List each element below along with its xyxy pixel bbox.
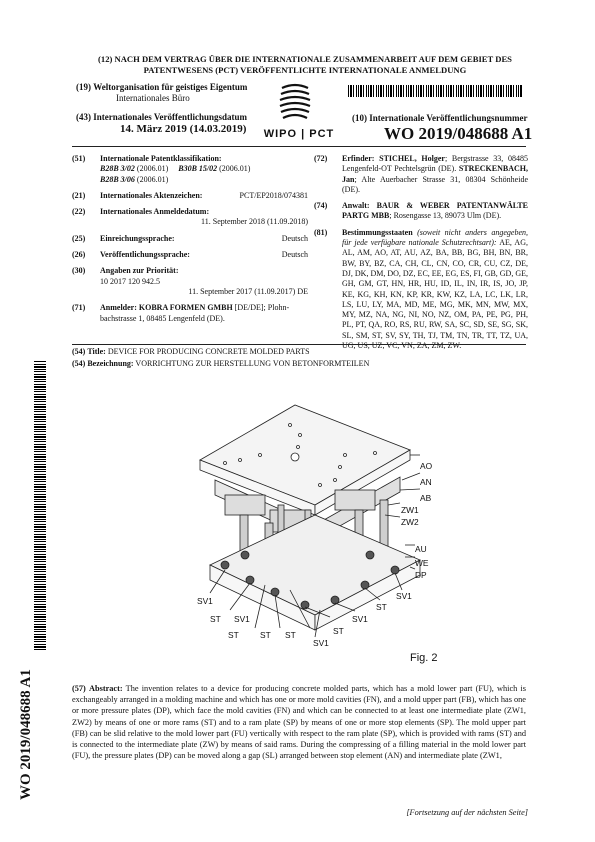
field-22: (22) Internationales Anmeldedatum: 11. September 2018 (11.09.2018) bbox=[72, 207, 308, 227]
pubdate-code: (43) bbox=[76, 112, 91, 122]
pubdate-block bbox=[76, 112, 247, 136]
pubnum-code: (10) bbox=[352, 113, 367, 123]
side-barcode bbox=[34, 360, 46, 650]
fig-label-sv1-b: SV1 bbox=[234, 614, 250, 624]
fig-label-sv1-e: SV1 bbox=[396, 591, 412, 601]
header-line-2: PATENTWESENS (PCT) VERÖFFENTLICHTE INTERNATIONALE ANMELDUNG bbox=[143, 65, 467, 75]
fig-label-st-d: ST bbox=[285, 630, 296, 640]
field-71: (71) Anmelder: KOBRA FORMEN GMBH [DE/DE]; Plohn-bachstrasse 1, 08485 Lengenfeld (DE). bbox=[72, 303, 290, 323]
pubnum-value: WO 2019/048688 A1 bbox=[384, 124, 533, 143]
field-30: (30) Angaben zur Priorität: 10 2017 120 942.5 11. September 2017 (11.09.2017) DE bbox=[72, 266, 308, 296]
fig-label-st-e: ST bbox=[333, 626, 344, 636]
header-divider bbox=[72, 146, 526, 147]
fig-label-st-c: ST bbox=[260, 630, 271, 640]
field-21: (21) Internationales Aktenzeichen: PCT/EP2018/074381 bbox=[72, 190, 308, 200]
pubnum-block bbox=[352, 113, 528, 124]
fig-label-an: AN bbox=[420, 477, 432, 487]
field-26: (26) Veröffentlichungssprache: Deutsch bbox=[72, 250, 308, 260]
wipo-logo-text: WIPO | PCT bbox=[263, 128, 335, 140]
fig-label-sv1-c: SV1 bbox=[313, 638, 329, 648]
fig-label-ao: AO bbox=[420, 461, 433, 471]
pubnum-title: Internationale Veröffentlichungsnummer bbox=[369, 113, 528, 123]
pubdate-title: Internationales Veröffentlichungsdatum bbox=[93, 112, 248, 122]
fig-label-st-b: ST bbox=[228, 630, 239, 640]
wipo-globe-icon bbox=[278, 82, 312, 126]
right-fields bbox=[314, 154, 528, 351]
org-code: (19) bbox=[76, 82, 91, 92]
org-block bbox=[76, 82, 247, 104]
fig-label-dp: DP bbox=[415, 570, 427, 580]
field-72: (72) Erfinder: STICHEL, Holger; Bergstrasse 33, 08485 Lengenfeld-OT Pechtelsgrün (DE). STRECKENBACH, Jan; Alte Auerbacher Strasse 31, 08304 Schönheide (DE). bbox=[314, 154, 528, 194]
field-74: (74) Anwalt: BAUR & WEBER PATENTANWÄLTE PARTG MBB; Rosengasse 13, 89073 Ulm (DE). bbox=[314, 201, 528, 221]
fig-label-zw2: ZW2 bbox=[401, 517, 419, 527]
side-pubnum: WO 2019/048688 A1 bbox=[18, 669, 34, 800]
left-fields bbox=[72, 154, 308, 324]
fig-label-sv1-d: SV1 bbox=[352, 614, 368, 624]
fig-label-sv1-a: SV1 bbox=[197, 596, 213, 606]
figure-caption: Fig. 2 bbox=[410, 652, 438, 664]
fields-divider bbox=[72, 344, 526, 345]
patent-figure bbox=[170, 385, 460, 675]
fig-label-st-a: ST bbox=[210, 614, 221, 624]
abstract-text: The invention relates to a device for producing concrete molded parts, which has a mold lower part (FU), which is exchangeably arranged in a molding machine and which has one or more mold cavities (FN), and a mold upper part (FB), which has one or more pressure plates (DP), which face the mold cavities (FN) and which can be connected to at least one intermediate plate (ZW1, ZW2) by means of one or more rams (ST) and to a ram plate (SP) by means of one or more stop elements (SP). The mold upper part (FB) can be slid relative to the mold lower part (FU) vertically with respect to the ram plate (SP), which is provided with rams (ST) and is connected to the intermediate plate (ZW) by means of said rams. During the compressing of a filling material in the mold lower part (FU), the pressure plates (DP) can be moved along a gap (SL) arranged between stop element (AN) and intermediate plate (ZW1, bbox=[72, 684, 526, 761]
abstract-label: Abstract: bbox=[89, 684, 123, 693]
fig-label-ab: AB bbox=[420, 493, 432, 503]
abstract bbox=[72, 683, 526, 761]
org-title: Weltorganisation für geistiges Eigentum bbox=[93, 82, 248, 92]
fig-label-zw1: ZW1 bbox=[401, 505, 419, 515]
field-51: (51) Internationale Patentklassifikation: B28B 3/02 (2006.01) B30B 15/02 (2006.01) B28B 3/06 (2006.01) bbox=[72, 154, 251, 184]
header-line-1: (12) NACH DEM VERTRAG ÜBER DIE INTERNATIONALE ZUSAMMENARBEIT AUF DEM GEBIET DES bbox=[98, 54, 512, 64]
pubdate-value: 14. März 2019 (14.03.2019) bbox=[120, 123, 247, 135]
field-25: (25) Einreichungssprache: Deutsch bbox=[72, 233, 308, 243]
field-81: (81) Bestimmungsstaaten (soweit nicht anders angegeben, für jede verfügbare nationale Schutzrechtsart): AE, AG, AL, AM, AO, AT, AU, AZ, BA, BB, BG, BH, BN, BR, BW, BY, BZ, CA, CH, CL, CN, CO, CR, CU, CZ, DE, DJ, DK, DM, DO, DZ, EC, EE, EG, ES, FI, GB, GD, GE, GH, GM, GT, HN, HR, HU, ID, IL, IN, IR, IS, JO, JP, KE, KG, KH, KN, KP, KR, KW, KZ, LA, LC, LK, LR, LS, LU, LY, MA, MD, ME, MG, MK, MN, MW, MX, MY, MZ, NA, NG, NI, NO, NZ, OM, PA, PE, PG, PH, PL, PT, QA, RO, RS, RU, RW, SA, SC, SD, SE, SG, SK, SL, SM, ST, SV, SY, TH, TJ, TM, TN, TR, TT, TZ, UA, UG, US, UZ, VC, VN, ZA, ZM, ZW. bbox=[314, 227, 528, 351]
fig-label-we: WE bbox=[415, 558, 429, 568]
fig-label-au: AU bbox=[415, 544, 427, 554]
document-header bbox=[90, 54, 520, 76]
abstract-code: (57) bbox=[72, 684, 86, 693]
top-barcode bbox=[348, 85, 523, 97]
fig-label-st-f: ST bbox=[376, 602, 387, 612]
continuation-note: [Fortsetzung auf der nächsten Seite] bbox=[406, 808, 528, 817]
org-subtitle: Internationales Büro bbox=[116, 93, 190, 103]
title-block: (54) Title: DEVICE FOR PRODUCING CONCRETE MOLDED PARTS (54) Bezeichnung: VORRICHTUNG ZUR HERSTELLUNG VON BETONFORMTEILEN bbox=[72, 347, 370, 369]
